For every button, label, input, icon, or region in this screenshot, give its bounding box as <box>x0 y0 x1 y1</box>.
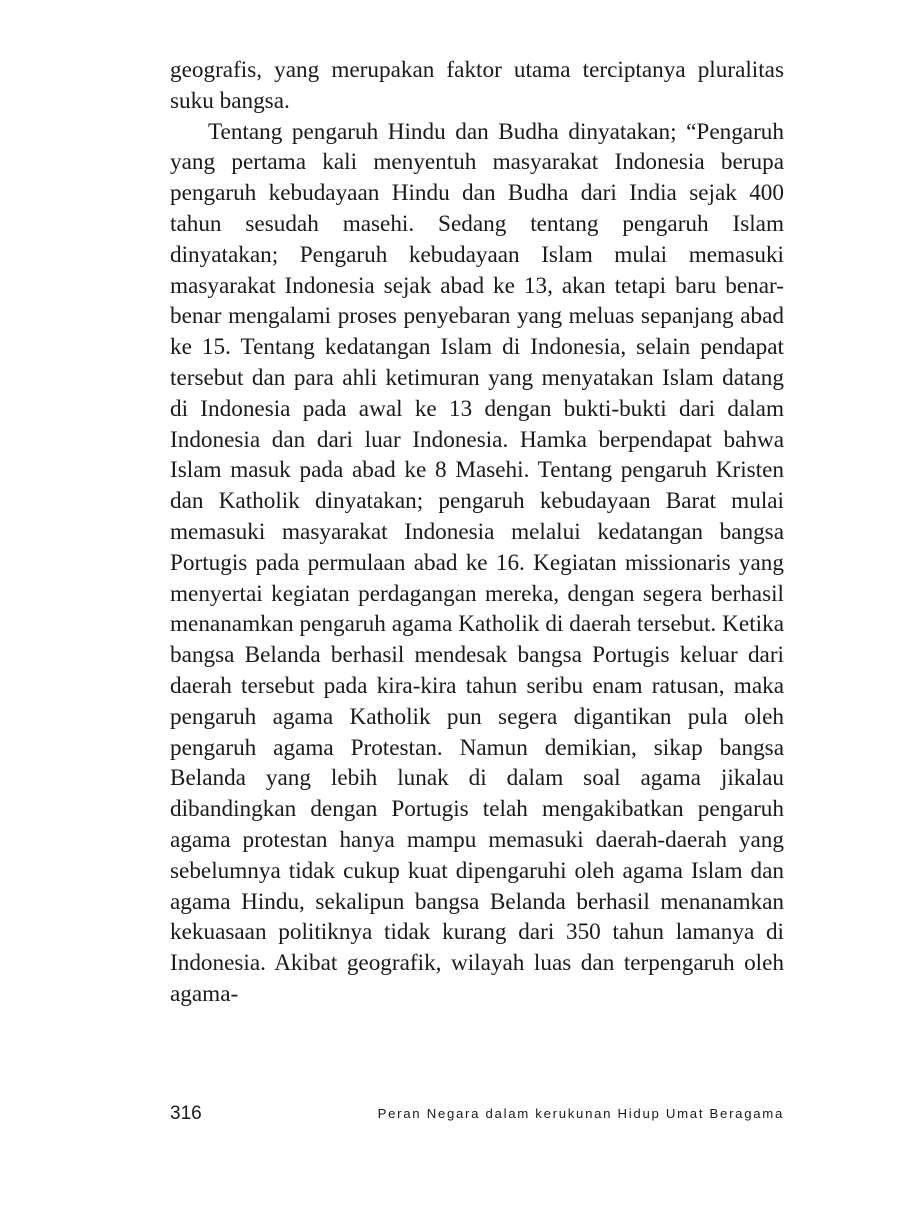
page-number: 316 <box>170 1103 202 1124</box>
body-text <box>170 55 784 1010</box>
page-footer <box>170 1103 784 1129</box>
running-title: Peran Negara dalam kerukunan Hidup Umat Beragama <box>377 1106 784 1121</box>
paragraph-religious-influences: Tentang pengaruh Hindu dan Budha dinyatakan; “Pengaruh yang pertama kali menyentuh masyarakat Indonesia berupa pengaruh kebudayaan Hindu dan Budha dari India sejak 400 tahun sesudah masehi. Sedang tentang pengaruh Islam dinyatakan; Pengaruh kebudayaan Islam mulai memasuki masyarakat Indonesia sejak abad ke 13, akan tetapi baru benar-benar mengalami proses penyebaran yang meluas sepanjang abad ke 15. Tentang kedatangan Islam di Indonesia, selain pendapat tersebut dan para ahli ketimuran yang menyatakan Islam datang di Indonesia pada awal ke 13 dengan bukti-bukti dari dalam Indonesia dan dari luar Indonesia. Hamka berpendapat bahwa Islam masuk pada abad ke 8 Masehi. Tentang pengaruh Kristen dan Katholik dinyatakan; pengaruh kebudayaan Barat mulai memasuki masyarakat Indonesia melalui kedatangan bangsa Portugis pada permulaan abad ke 16. Kegiatan missionaris yang menyertai kegiatan perdagangan mereka, dengan segera berhasil menanamkan pengaruh agama Katholik di daerah tersebut. Ketika bangsa Belanda berhasil mendesak bangsa Portugis keluar dari daerah tersebut pada kira-kira tahun seribu enam ratusan, maka pengaruh agama Katholik pun segera digantikan pula oleh pengaruh agama Protestan. Namun demikian, sikap bangsa Belanda yang lebih lunak di dalam soal agama jikalau dibandingkan dengan Portugis telah mengakibatkan pengaruh agama protestan hanya mampu memasuki daerah-daerah yang sebelumnya tidak cukup kuat dipengaruhi oleh agama Islam dan agama Hindu, sekalipun bangsa Belanda berhasil menanamkan kekuasaan politiknya tidak kurang dari 350 tahun lamanya di Indonesia. Akibat geografik, wilayah luas dan terpengaruh oleh agama- <box>170 118 784 1007</box>
paragraph-continuation: geografis, yang merupakan faktor utama terciptanya pluralitas suku bangsa. <box>170 57 784 114</box>
